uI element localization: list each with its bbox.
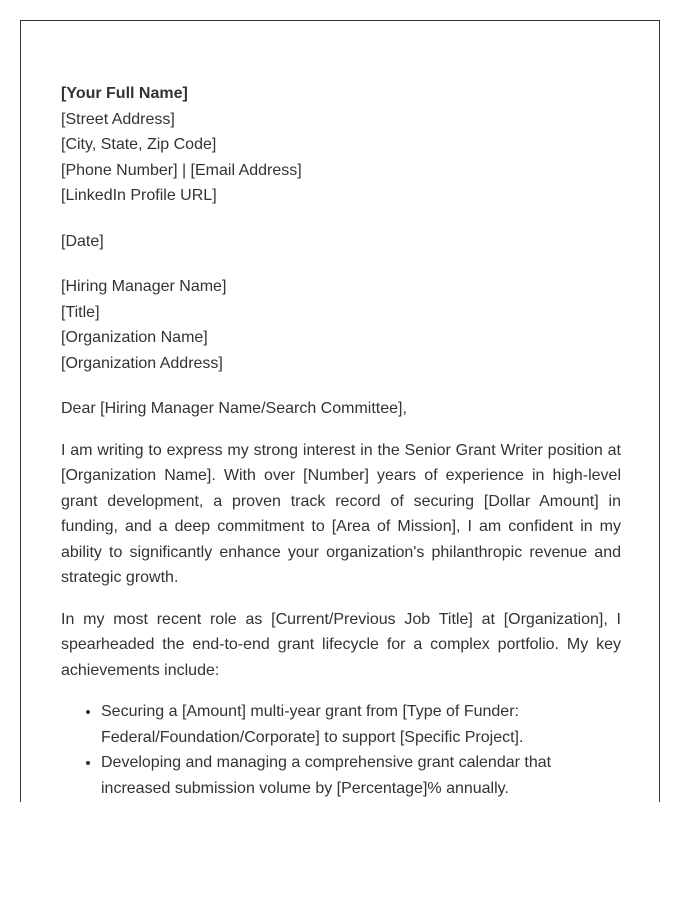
sender-block — [61, 81, 621, 209]
paragraph-experience: In my most recent role as [Current/Previous Job Title] at [Organization], I spearheaded the end-to-end grant lifecycle for a complex portfolio. My key achievements include: — [61, 610, 621, 679]
spacer — [61, 209, 621, 229]
salutation: Dear [Hiring Manager Name/Search Committee], — [61, 400, 407, 417]
spacer — [61, 376, 621, 396]
spacer — [61, 591, 621, 607]
sender-street: [Street Address] — [61, 110, 175, 128]
recipient-title: [Title] — [61, 303, 100, 321]
paragraph-intro: I am writing to express my strong interest in the Senior Grant Writer position at [Organization Name]. With over [Number] years of experience in high-level grant development, a proven track record of securing [Dollar Amount] in funding, and a deep commitment to [Area of Mission], I am confident in my ability to significantly enhance your organization's philanthropic revenue and strategic growth. — [61, 441, 621, 586]
sender-contact: [Phone Number] | [Email Address] — [61, 161, 302, 179]
letter-content — [61, 81, 621, 801]
recipient-organization: [Organization Name] — [61, 329, 208, 346]
recipient-block — [61, 274, 621, 376]
letter-date: [Date] — [61, 232, 104, 250]
spacer — [61, 422, 621, 438]
spacer — [61, 254, 621, 274]
letter-page — [20, 20, 660, 802]
list-item: • Securing a [Amount] multi-year grant from [Type of Funder: Federal/Foundation/Corporate] to support [Specific Project]. — [101, 699, 621, 750]
achievements-list — [61, 699, 621, 801]
recipient-name: [Hiring Manager Name] — [61, 278, 227, 295]
sender-linkedin: [LinkedIn Profile URL] — [61, 187, 217, 204]
sender-name: [Your Full Name] — [61, 85, 188, 102]
spacer — [61, 683, 621, 699]
date-block — [61, 229, 621, 255]
list-item: • Developing and managing a comprehensive grant calendar that increased submission volume by [Percentage]% annually. — [101, 750, 621, 801]
sender-city: [City, State, Zip Code] — [61, 136, 217, 153]
recipient-address: [Organization Address] — [61, 354, 223, 372]
